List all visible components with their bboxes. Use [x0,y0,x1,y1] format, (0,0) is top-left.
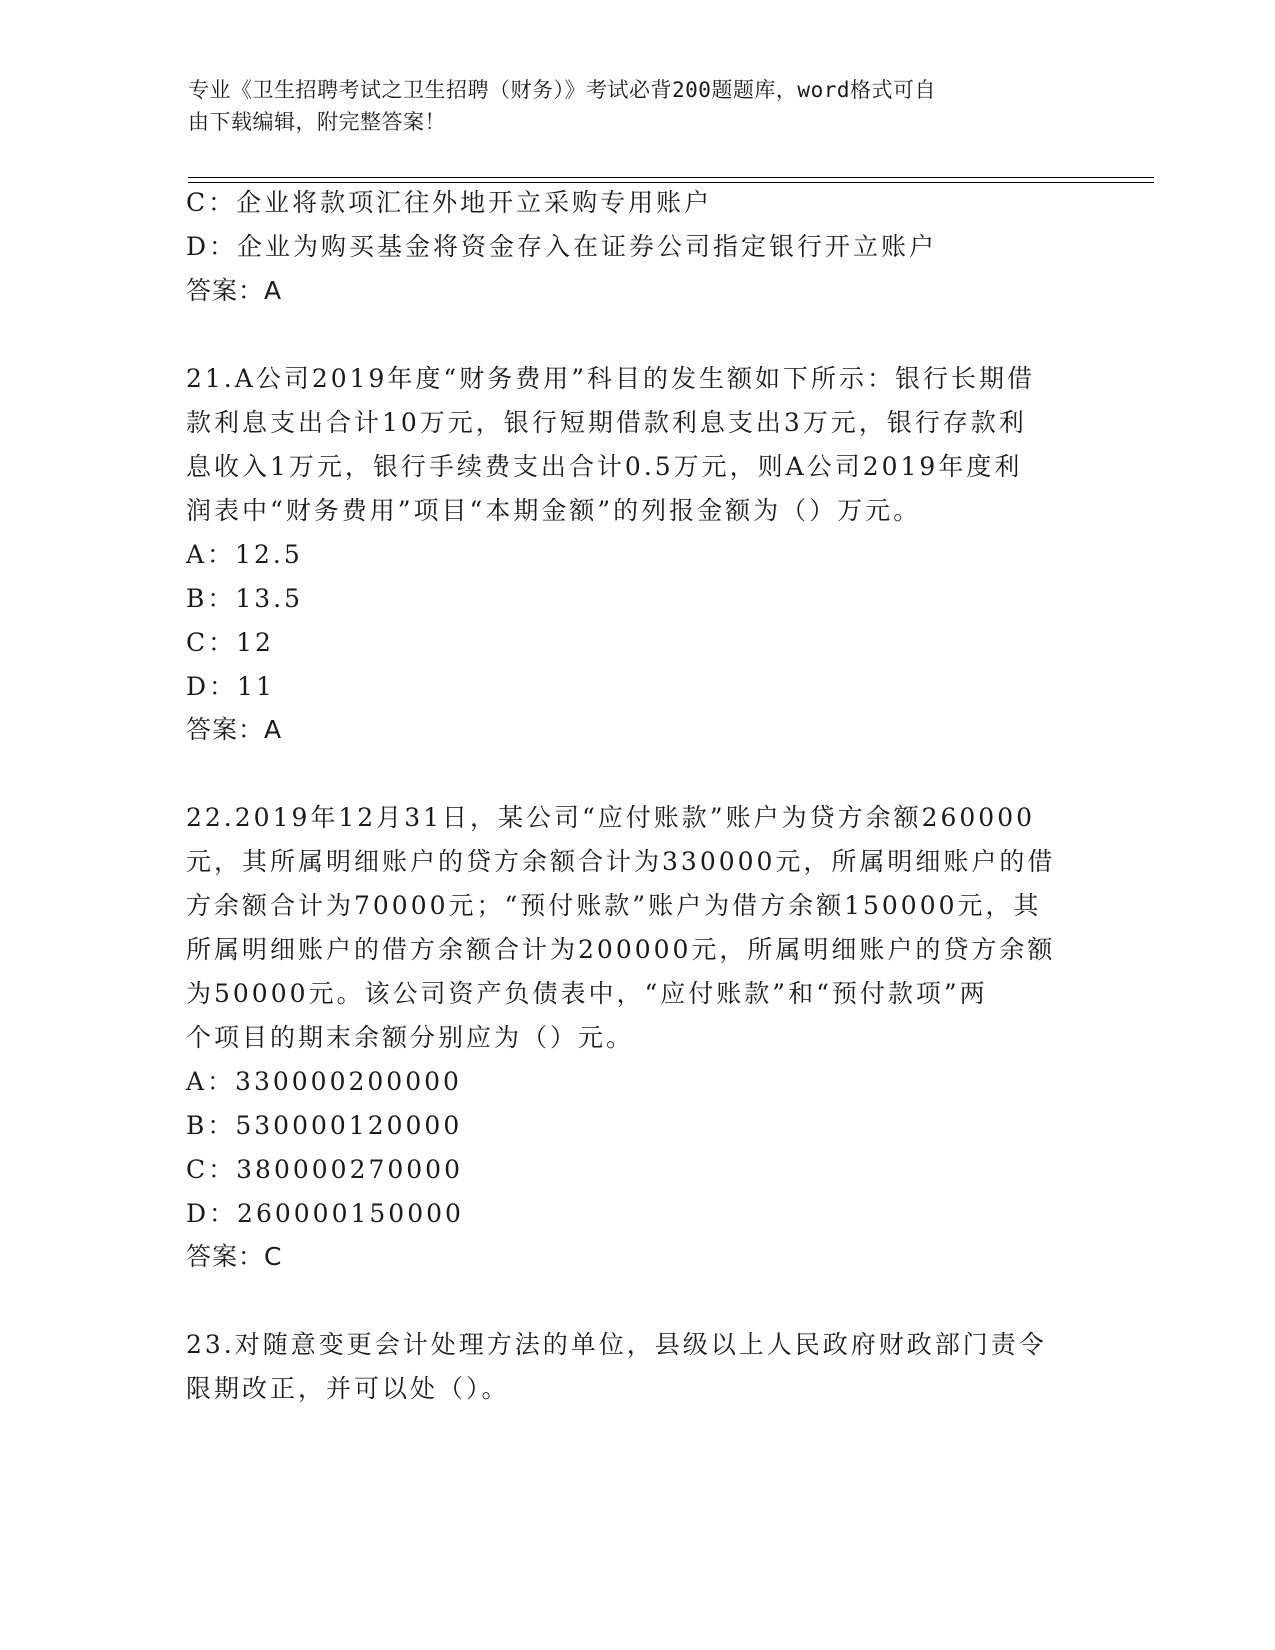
answer: 答案：C [186,1242,283,1271]
option-c: C：380000270000 [186,1155,463,1184]
option-c: C：企业将款项汇往外地开立采购专用账户 [186,188,713,217]
option-b: B：13.5 [186,584,304,613]
question-stem-line: 21.A公司2019年度“财务费用”科目的发生额如下所示：银行长期借 [186,364,1035,393]
question-stem-line: 润表中“财务费用”项目“本期金额”的列报金额为（）万元。 [186,496,922,525]
document-header [188,74,1068,138]
question-stem-line: 所属明细账户的借方余额合计为200000元，所属明细账户的贷方余额 [186,935,1056,964]
question-stem-line: 款利息支出合计10万元，银行短期借款利息支出3万元，银行存款利 [186,408,1027,437]
answer: 答案：A [186,715,283,744]
option-b: B：530000120000 [186,1111,463,1140]
question-stem-line: 方余额合计为70000元；“预付账款”账户为借方余额150000元，其 [186,891,1042,920]
answer: 答案：A [186,276,283,305]
option-c: C：12 [186,628,274,657]
question-stem-line: 个项目的期末余额分别应为（）元。 [186,1023,635,1052]
option-a: A：12.5 [186,540,303,569]
header-line-2: 由下载编辑，附完整答案！ [188,110,446,134]
question-stem-line: 23.对随意变更会计处理方法的单位，县级以上人民政府财政部门责令 [186,1330,1047,1359]
option-d: D：11 [186,672,275,701]
header-divider-bottom [188,182,1154,183]
question-stem-line: 元，其所属明细账户的贷方余额合计为330000元，所属明细账户的借 [186,847,1056,876]
question-stem-line: 为50000元。该公司资产负债表中，“应付账款”和“预付款项”两 [186,979,988,1008]
question-stem-line: 22.2019年12月31日，某公司“应付账款”账户为贷方余额260000 [186,803,1036,832]
header-divider-top [188,177,1154,178]
option-d: D：260000150000 [186,1199,464,1228]
header-line-1: 专业《卫生招聘考试之卫生招聘（财务）》考试必背200题题库，word格式可自 [188,78,936,102]
question-stem-line: 限期改正，并可以处（）。 [186,1374,510,1403]
question-stem-line: 息收入1万元，银行手续费支出合计0.5万元，则A公司2019年度利 [186,452,1023,481]
option-d: D：企业为购买基金将资金存入在证券公司指定银行开立账户 [186,232,938,261]
option-a: A：330000200000 [186,1067,462,1096]
